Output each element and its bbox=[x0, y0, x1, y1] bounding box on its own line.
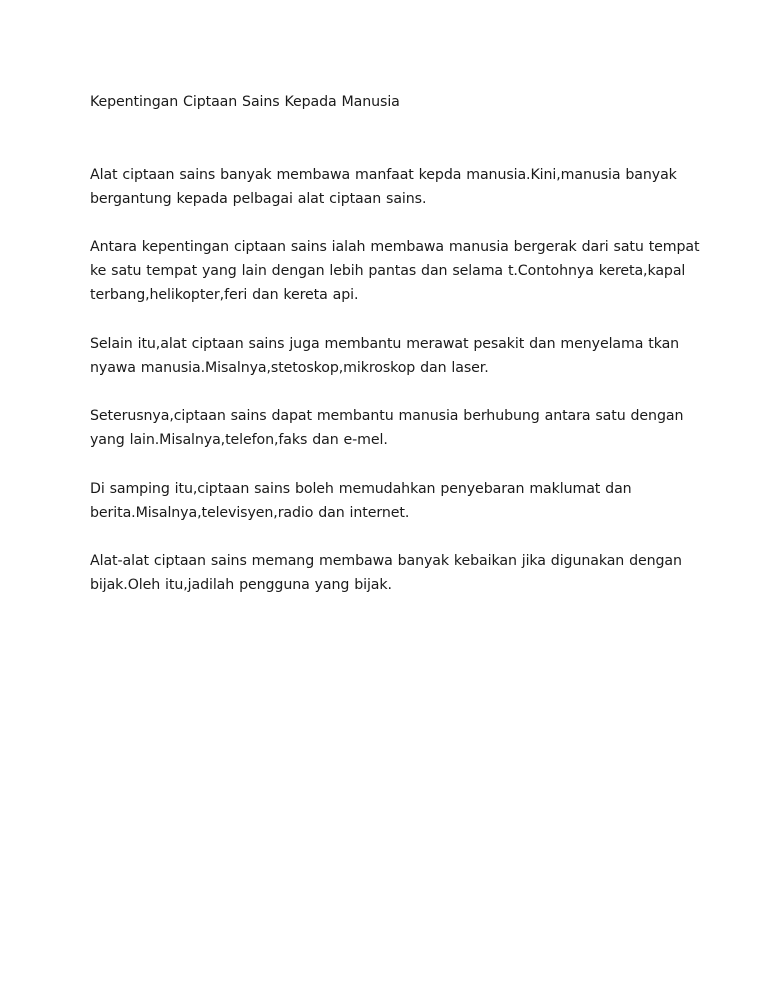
paragraph-line: yang lain.Misalnya,telefon,faks dan e-mel. bbox=[90, 432, 388, 448]
paragraph-line: Di samping itu,ciptaan sains boleh memudahkan penyebaran maklumat dan bbox=[90, 481, 632, 497]
paragraph-line: bergantung kepada pelbagai alat ciptaan sains. bbox=[90, 191, 427, 207]
paragraph-line: Alat ciptaan sains banyak membawa manfaat kepda manusia.Kini,manusia banyak bbox=[90, 167, 677, 183]
paragraph-2 bbox=[90, 235, 700, 307]
paragraph-1 bbox=[90, 163, 690, 211]
paragraph-6 bbox=[90, 549, 690, 597]
paragraph-line: ke satu tempat yang lain dengan lebih pantas dan selama t.Contohnya kereta,kapal bbox=[90, 263, 686, 279]
paragraph-line: terbang,helikopter,feri dan kereta api. bbox=[90, 287, 359, 303]
paragraph-line: Seterusnya,ciptaan sains dapat membantu manusia berhubung antara satu dengan bbox=[90, 408, 684, 424]
document-title: Kepentingan Ciptaan Sains Kepada Manusia bbox=[90, 94, 400, 110]
paragraph-5 bbox=[90, 477, 690, 525]
paragraph-3 bbox=[90, 332, 690, 380]
paragraph-4 bbox=[90, 404, 690, 452]
paragraph-line: berita.Misalnya,televisyen,radio dan internet. bbox=[90, 505, 410, 521]
paragraph-line: Selain itu,alat ciptaan sains juga membantu merawat pesakit dan menyelama tkan bbox=[90, 336, 680, 352]
paragraph-line: nyawa manusia.Misalnya,stetoskop,mikroskop dan laser. bbox=[90, 360, 489, 376]
paragraph-line: Antara kepentingan ciptaan sains ialah membawa manusia bergerak dari satu tempat bbox=[90, 239, 700, 255]
paragraph-line: Alat-alat ciptaan sains memang membawa banyak kebaikan jika digunakan dengan bbox=[90, 553, 682, 569]
paragraph-line: bijak.Oleh itu,jadilah pengguna yang bijak. bbox=[90, 577, 392, 593]
